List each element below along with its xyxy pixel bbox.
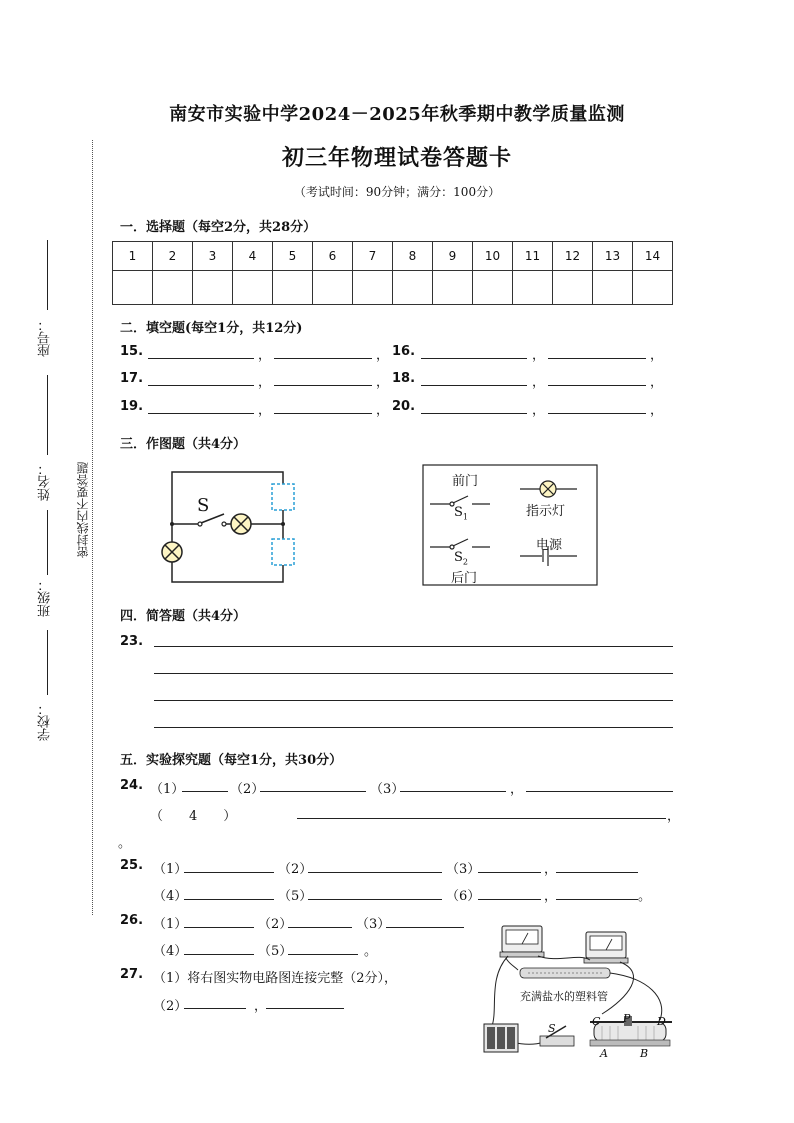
tube-label: 充满盐水的塑料管 [520,990,608,1003]
q17-label: 17. [120,371,144,386]
choice-number-11: 11 [513,242,553,271]
salt-water-tube-icon [520,968,610,978]
q26-label: 26. [120,913,144,928]
q24-part1: （1） [150,782,185,797]
q26-blank-1[interactable] [184,927,254,928]
q25-blank-5[interactable] [184,899,274,900]
q20-label: 20. [392,399,416,414]
class-field[interactable] [47,510,48,575]
q19-blank-1[interactable] [148,413,254,414]
comma: ， [532,375,546,390]
choice-number-5: 5 [273,242,313,271]
choice-table [112,241,673,305]
choice-answer-cell-6[interactable] [313,271,353,305]
q25-comma: ， [544,862,558,877]
choice-number-2: 2 [153,242,193,271]
comma: ， [258,403,272,418]
q25-part1: （1） [153,862,188,877]
ammeter-icon [500,926,544,957]
q16-label: 16. [392,344,416,359]
section2-title: 二．填空题(每空1分，共12分) [120,321,303,336]
q24-blank-2[interactable] [260,791,366,792]
circuit-diagram-left [150,462,310,592]
q24-comma2: ， [667,809,681,824]
choice-number-14: 14 [633,242,673,271]
q25-end: 。 [638,889,652,904]
fig-s-label: S [548,1022,556,1035]
q25-part4: （4） [153,889,188,904]
q25-blank-1[interactable] [184,872,274,873]
q19-blank-2[interactable] [274,413,372,414]
choice-number-9: 9 [433,242,473,271]
q23-answer-line-2[interactable] [154,673,673,674]
class-label: 班级： [38,578,53,617]
s2-label: $S_2$ [454,550,468,567]
q26-part3: （3） [356,917,391,932]
q27-part2: （2） [153,999,188,1014]
fig-c-label: C [592,1015,601,1028]
seal-line [92,140,93,915]
fig-a-label: A [600,1047,608,1060]
q25-comma2: ， [544,889,558,904]
q23-answer-line-1[interactable] [154,646,673,647]
indicator-label: 指示灯 [526,504,566,519]
switch-icon [540,1026,574,1046]
q25-blank-8[interactable] [556,899,638,900]
q18-label: 18. [392,371,416,386]
seat-field[interactable] [47,240,48,310]
choice-number-7: 7 [353,242,393,271]
comma: ， [376,375,390,390]
section4-title: 四．简答题（共4分） [120,609,247,624]
section5-title: 五．实验探究题（每空1分，共30分） [120,753,343,768]
q17-blank-1[interactable] [148,385,254,386]
q24-blank-5[interactable] [297,818,666,819]
comma: ， [650,375,664,390]
school-label: 学校： [38,702,53,741]
q27-part1: （1）将右图实物电路图连接完整（2分）， [153,971,398,986]
name-field[interactable] [47,375,48,455]
q26-blank-2[interactable] [288,927,352,928]
comma: ， [532,348,546,363]
q24-blank-4[interactable] [526,791,673,792]
choice-number-8: 8 [393,242,433,271]
comma: ， [650,403,664,418]
comma: ， [258,375,272,390]
q25-part6: （6） [446,889,481,904]
q26-part5: （5） [258,944,293,959]
seat-label: 座号： [38,318,53,357]
q25-blank-2[interactable] [308,872,442,873]
q27-blank-2[interactable] [266,1008,344,1009]
choice-number-1: 1 [113,242,153,271]
page-title: 初三年物理试卷答题卡 [281,145,512,171]
choice-answer-cell-5[interactable] [273,271,313,305]
comma: ， [376,348,390,363]
q27-label: 27. [120,967,144,982]
q27-comma: ， [254,999,268,1014]
s1-label: $S_1$ [454,505,468,522]
exam-note: （考试时间：90分钟；满分：100分） [293,185,501,199]
q25-blank-4[interactable] [556,872,638,873]
choice-answer-cell-14[interactable] [633,271,673,305]
fig-p-label: P [623,1012,631,1025]
power-label: 电源 [536,538,563,553]
choice-answer-cell-1[interactable] [113,271,153,305]
q26-end: 。 [364,944,378,959]
q24-label: 24. [120,778,144,793]
fig-b-label: B [640,1047,649,1060]
back-door-label: 后门 [451,571,478,586]
q24-part2: （2） [230,782,265,797]
q20-blank-1[interactable] [421,413,527,414]
choice-number-13: 13 [593,242,633,271]
q17-blank-2[interactable] [274,385,372,386]
comma: ， [258,348,272,363]
q24-part3: （3） [370,782,405,797]
q25-label: 25. [120,858,144,873]
q23-label: 23. [120,634,144,649]
q25-part3: （3） [446,862,481,877]
q25-blank-3[interactable] [478,872,541,873]
q25-blank-7[interactable] [478,899,541,900]
q15-blank-2[interactable] [274,358,372,359]
school-field[interactable] [47,630,48,695]
choice-answer-cell-7[interactable] [353,271,393,305]
q24-blank-3[interactable] [400,791,506,792]
choice-answer-cell-11[interactable] [513,271,553,305]
q15-blank-1[interactable] [148,358,254,359]
q26-part2: （2） [258,917,293,932]
choice-answer-cell-10[interactable] [473,271,513,305]
q25-part2: （2） [278,862,313,877]
choice-number-6: 6 [313,242,353,271]
voltmeter-icon [584,932,628,963]
q26-blank-4[interactable] [184,954,254,955]
choice-answer-cell-12[interactable] [553,271,593,305]
choice-answer-cell-3[interactable] [193,271,233,305]
choice-answer-cell-9[interactable] [433,271,473,305]
q25-part5: （5） [278,889,313,904]
battery-icon [484,1024,518,1052]
seal-hint: 密封线内不要答题 [76,462,90,558]
q15-label: 15. [120,344,144,359]
choice-answer-cell-13[interactable] [593,271,633,305]
q19-label: 19. [120,399,144,414]
switch-s-label: S [197,495,210,516]
q18-blank-1[interactable] [421,385,527,386]
choice-number-10: 10 [473,242,513,271]
q23-answer-line-4[interactable] [154,727,673,728]
section3-title: 三．作图题（共4分） [120,437,247,452]
comma: ， [376,403,390,418]
q26-part4: （4） [153,944,188,959]
q23-answer-line-3[interactable] [154,700,673,701]
choice-number-3: 3 [193,242,233,271]
q16-blank-2[interactable] [548,358,646,359]
q25-blank-6[interactable] [308,899,442,900]
q24-part4: （ 4 ） [150,809,237,824]
choice-answer-cell-4[interactable] [233,271,273,305]
q26-blank-3[interactable] [386,927,464,928]
school-heading: 南安市实验中学2024－2025年秋季期中教学质量监测 [169,104,625,125]
q24-comma: ， [510,782,524,797]
q24-blank-1[interactable] [182,791,228,792]
choice-answer-cell-8[interactable] [393,271,433,305]
q16-blank-1[interactable] [421,358,527,359]
q27-blank-1[interactable] [184,1008,246,1009]
choice-number-12: 12 [553,242,593,271]
q20-blank-2[interactable] [548,413,646,414]
q26-part1: （1） [153,917,188,932]
fig-d-label: D [657,1015,666,1028]
choice-number-4: 4 [233,242,273,271]
comma: ， [650,348,664,363]
circuit-diagram-right [422,464,598,586]
comma: ， [532,403,546,418]
name-label: 姓名： [38,462,53,501]
section1-title: 一．选择题（每空2分，共28分） [120,220,317,235]
q18-blank-2[interactable] [548,385,646,386]
choice-answer-cell-2[interactable] [153,271,193,305]
q26-blank-5[interactable] [288,954,358,955]
front-door-label: 前门 [452,474,479,489]
q24-end: 。 [118,836,132,851]
